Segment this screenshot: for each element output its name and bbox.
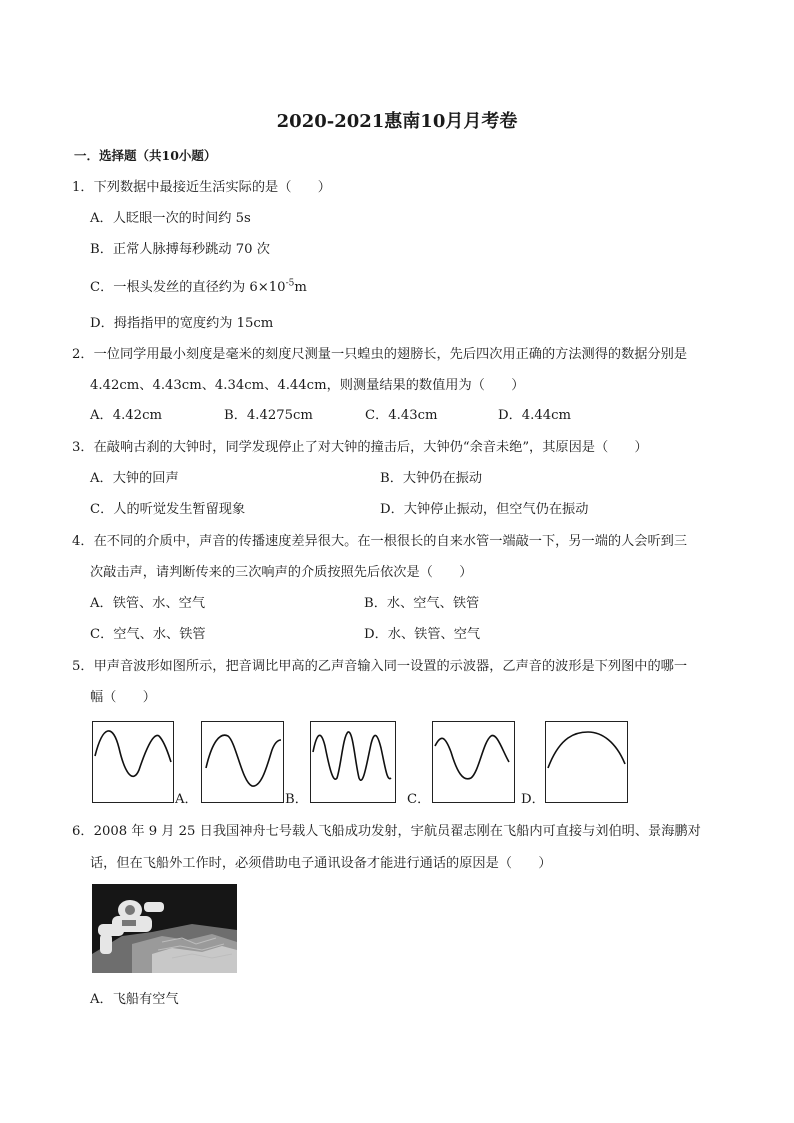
q3-stem: 3．在敲响古刹的大钟时，同学发现停止了对大钟的撞击后，大钟仍“余音未绝”，其原因是（ ） (72, 440, 648, 455)
waveform-c-label: C． (407, 792, 431, 807)
waveform-c-sine-icon (311, 722, 395, 802)
spacewalk-photo (92, 884, 237, 973)
waveform-d-sine-icon (433, 722, 514, 802)
astronaut-spacewalk-image (92, 884, 237, 973)
q1-option-d: D．拇指指甲的宽度约为 15cm (90, 316, 274, 331)
waveform-c-figure (310, 721, 396, 803)
q3-option-b: B．大钟仍在振动 (380, 471, 483, 486)
q4-option-d: D．水、铁管、空气 (364, 627, 481, 642)
waveform-b-label: B． (285, 792, 308, 807)
waveform-b-figure (201, 721, 284, 803)
q4-option-b: B．水、空气、铁管 (364, 596, 480, 611)
section-heading: 一．选择题（共10小题） (74, 148, 217, 163)
q6-option-a: A．飞船有空气 (90, 992, 179, 1007)
q5-stem-line1: 5．甲声音波形如图所示，把音调比甲高的乙声音输入同一设置的示波器，乙声音的波形是下列图中的哪一 (72, 659, 688, 674)
q2-stem-line2: 4.42cm、4.43cm、4.34cm、4.44cm，则测量结果的数值用为（ ） (90, 378, 525, 393)
q4-stem-line1: 4．在不同的介质中，声音的传播速度差异很大。在一根很长的自来水管一端敲一下，另一端的人会听到三 (72, 534, 688, 549)
q2-stem-line1: 2．一位同学用最小刻度是毫米的刻度尺测量一只蝗虫的翅膀长，先后四次用正确的方法测得的数据分别是 (72, 347, 688, 362)
waveform-a-label: A． (175, 792, 198, 807)
q3-option-d: D．大钟停止振动，但空气仍在振动 (380, 502, 589, 517)
q1-option-a: A．人眨眼一次的时间约 5s (90, 211, 251, 226)
q6-stem-line2: 话，但在飞船外工作时，必须借助电子通讯设备才能进行通话的原因是（ ） (90, 856, 552, 871)
page-title: 2020-2021惠南10月月考卷 (276, 111, 518, 132)
q1-option-c-text: C．一根头发丝的直径约为 6×10 (90, 280, 286, 295)
waveform-a-figure (92, 721, 174, 803)
q4-option-a: A．铁管、水、空气 (90, 596, 206, 611)
waveform-d-figure (432, 721, 515, 803)
q2-option-c: C．4.43cm (365, 408, 438, 423)
q3-option-a: A．大钟的回声 (90, 471, 179, 486)
q5-stem-line2: 幅（ ） (90, 690, 156, 705)
waveform-b-sine-icon (202, 722, 283, 802)
waveform-e-figure (545, 721, 628, 803)
q2-option-d: D．4.44cm (498, 408, 572, 423)
waveform-d-label: D． (521, 792, 545, 807)
q1-option-b: B．正常人脉搏每秒跳动 70 次 (90, 242, 270, 257)
q1-option-c-unit: m (294, 280, 307, 295)
q4-stem-line2: 次敲击声，请判断传来的三次响声的介质按照先后依次是（ ） (90, 565, 473, 580)
q6-stem-line1: 6．2008 年 9 月 25 日我国神舟七号载人飞船成功发射，宇航员翟志刚在飞船内可直接与刘伯明、景海鹏对 (72, 824, 701, 839)
q1-option-c (90, 276, 307, 295)
q1-option-c-exponent: -5 (285, 278, 295, 289)
q1-stem: 1．下列数据中最接近生活实际的是（ ） (72, 180, 331, 195)
q2-option-b: B．4.4275cm (224, 408, 313, 423)
waveform-a-sine-icon (93, 722, 173, 802)
q2-option-a: A．4.42cm (90, 408, 162, 423)
q3-option-c: C．人的听觉发生暂留现象 (90, 502, 246, 517)
q4-option-c: C．空气、水、铁管 (90, 627, 206, 642)
waveform-e-arc-icon (546, 722, 627, 802)
